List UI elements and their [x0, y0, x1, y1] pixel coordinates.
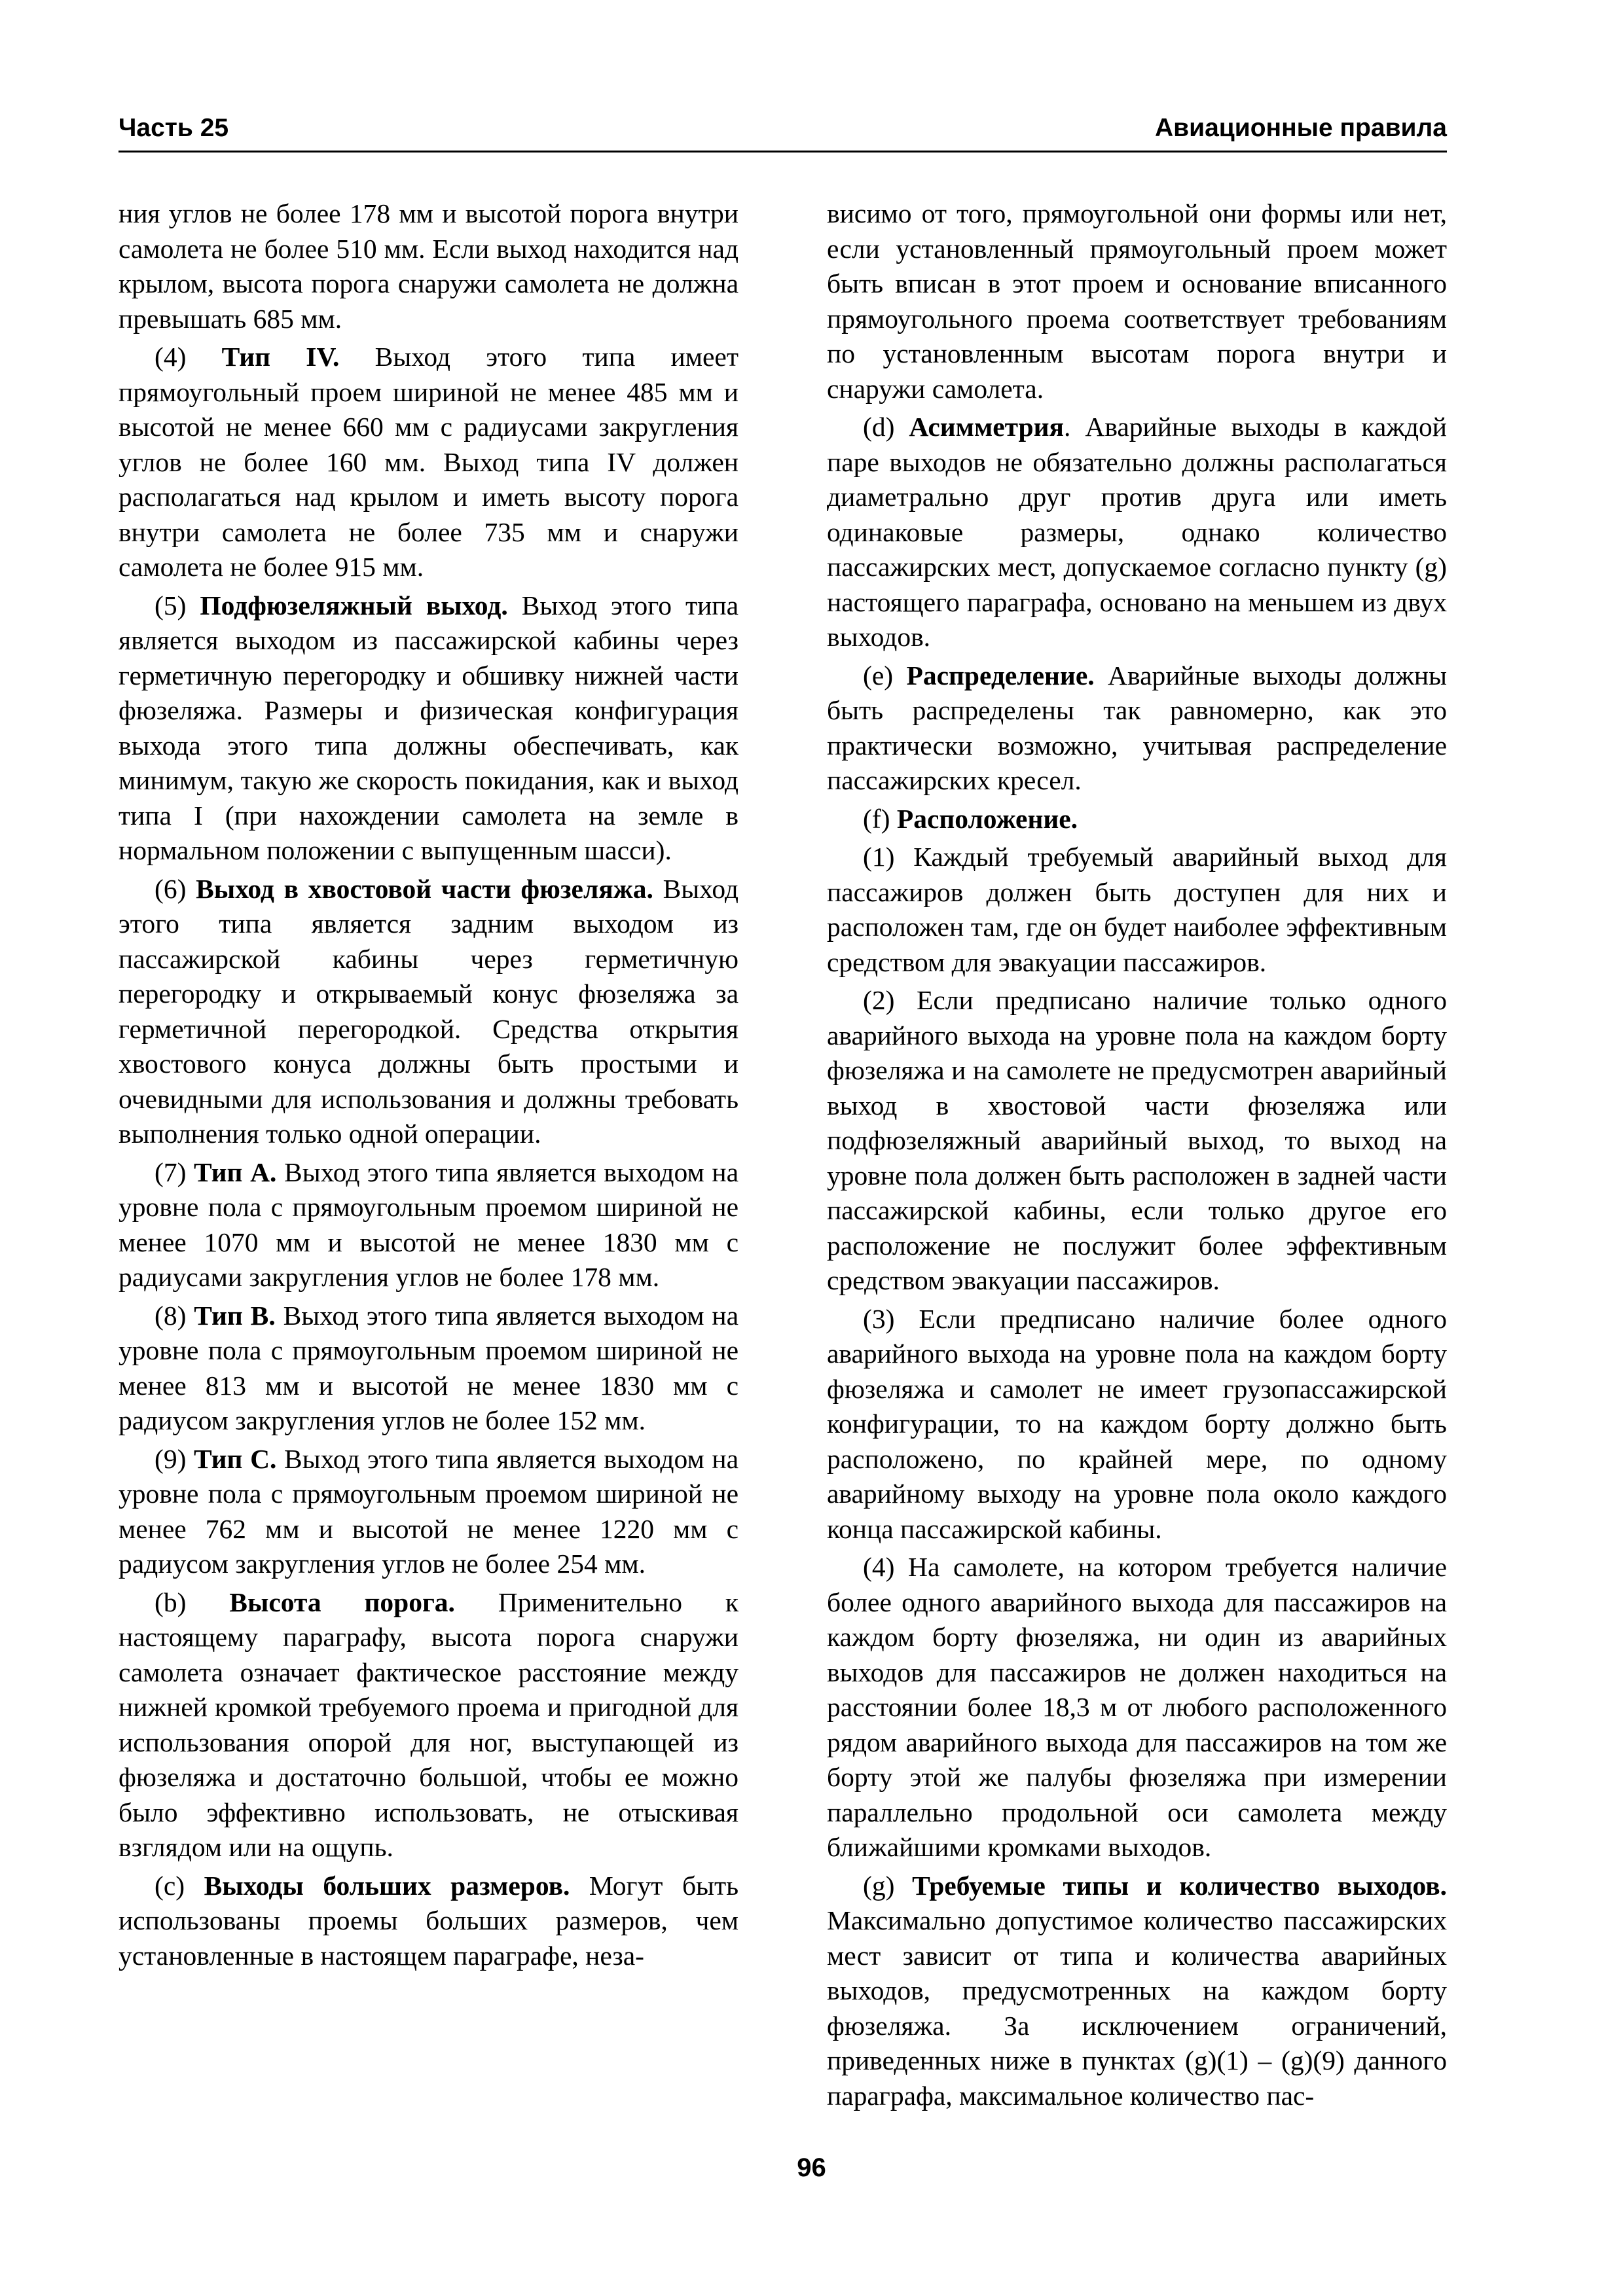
paragraph-heading: Тип IV. — [221, 342, 340, 372]
paragraph-text: Выход этого типа является выходом на уровне пола с прямоугольным проемом шириной не менее 1070 мм и высотой не менее 1830 мм с радиусами закругления углов не более 178 мм. — [119, 1157, 739, 1292]
paragraph-heading: Тип А. — [194, 1157, 277, 1187]
paragraph-text: Выход этого типа является задним выходом из пассажирской кабины через герметичную перегородку и открываемый конус фюзеляжа за герметичной перегородкой. Средства открытия хвостового конуса должны быть простыми и очевидными для использования и должны требовать выполнения только одной операции. — [119, 873, 739, 1149]
paragraph-heading: Распределение. — [906, 660, 1095, 691]
paragraph-number: (c) — [155, 1870, 204, 1901]
paragraph-heading: Тип С. — [194, 1443, 277, 1474]
paragraph-text: . Аварийные выходы в каждой паре выходов не обязательно должны располагаться диаметрально друг против друга или иметь одинаковые размеры, однако количество пассажирских мест, допускаемое согласно пункту (g) настоящего параграфа, основано на меньшем из двух выходов. — [827, 412, 1447, 652]
paragraph-text: Аварийные выходы должны быть распределены так равномерно, как это практически возможно, учитывая распределение пассажирских кресел. — [827, 660, 1448, 795]
paragraph-heading: Расположение. — [896, 803, 1078, 834]
paragraph-heading: Подфюзеляжный выход. — [200, 590, 508, 620]
paragraph — [119, 1442, 739, 1582]
paragraph — [119, 872, 739, 1152]
paragraph — [827, 196, 1447, 406]
paragraph-text: (1) Каждый требуемый аварийный выход для пассажиров должен быть доступен для них и расположен там, где он будет наиболее эффективным средством для эвакуации пассажиров. — [827, 842, 1447, 977]
paragraph — [119, 340, 739, 585]
paragraph-number: (9) — [155, 1443, 194, 1474]
paragraph — [827, 802, 1447, 837]
paragraph-heading: Асимметрия — [909, 412, 1064, 442]
paragraph — [119, 1585, 739, 1865]
paragraph — [119, 1299, 739, 1439]
page-number: 96 — [797, 2153, 826, 2182]
paragraph — [827, 1550, 1447, 1865]
paragraph-text: Могут быть использованы проемы больших размеров, чем установленные в настоящем параграфе, неза- — [119, 1870, 739, 1971]
paragraph-text: Выход этого типа является выходом на уровне пола с прямоугольным проемом шириной не менее 813 мм и высотой не менее 1830 мм с радиусом закругления углов не более 152 мм. — [119, 1300, 739, 1435]
header-rule — [119, 151, 1447, 152]
paragraph-text: (2) Если предписано наличие только одного аварийного выхода на уровне пола на каждом борту фюзеляжа и на самолете не предусмотрен аварийный выход в хвостовой части фюзеляжа или подфюзеляжный аварийный выход, то выход на уровне пола должен быть расположен в задней части пассажирской кабины, если только другое его расположение не послужит более эффективным средством эвакуации пассажиров. — [827, 985, 1447, 1295]
paragraph — [827, 840, 1447, 980]
paragraph-number: (d) — [863, 412, 909, 442]
paragraph-heading: Высота порога. — [229, 1587, 455, 1617]
paragraph — [119, 196, 739, 336]
paragraph — [119, 588, 739, 869]
paragraph-text: (4) На самолете, на котором требуется наличие более одного аварийного выхода для пассажиров на каждом борту фюзеляжа, ни один из аварийных выходов для пассажиров не должен находиться на расстоянии более 18,3 м от любого расположенного рядом аварийного выхода для пассажиров на том же борту этой же палубы фюзеляжа при измерении параллельно продольной оси самолета между ближайшими кромками выходов. — [827, 1552, 1447, 1862]
paragraph-number: (5) — [155, 590, 200, 620]
paragraph-number: (b) — [155, 1587, 230, 1617]
paragraph-text: ния углов не более 178 мм и высотой порога внутри самолета не более 510 мм. Если выход находится над крылом, высота порога снаружи самолета не должна превышать 685 мм. — [119, 198, 739, 334]
paragraph-text: висимо от того, прямоугольной они формы или нет, если установленный прямоугольный проем может быть вписан в этот проем и основание вписанного прямоугольного проема соответствует требованиям по установленным высотам порога внутри и снаружи самолета. — [827, 198, 1447, 404]
paragraph — [119, 1155, 739, 1295]
paragraph-text: Выход этого типа является выходом из пассажирской кабины через герметичную перегородку и обшивку нижней части фюзеляжа. Размеры и физическая конфигурация выхода этого типа должны обеспечивать, как минимум, такую же скорость покидания, как и выход типа I (при нахождении самолета на земле в нормальном положении с выпущенным шасси). — [119, 590, 739, 865]
paragraph-text: Применительно к настоящему параграфу, высота порога снаружи самолета означает фактическое расстояние между нижней кромкой требуемого проема и пригодной для использования опорой для ног, выступающей из фюзеляжа и достаточно большой, чтобы ее можно было эффективно использовать, не отыскивая взглядом или на ощупь. — [119, 1587, 739, 1862]
running-header-part: Часть 25 — [119, 114, 229, 142]
paragraph-heading: Выходы больших размеров. — [204, 1870, 570, 1901]
running-header-title: Авиационные правила — [1154, 114, 1447, 142]
paragraph-text: (3) Если предписано наличие более одного аварийного выхода на уровне пола на каждом борту фюзеляжа и самолет не имеет грузопассажирской конфигурации, то на каждом борту должно быть расположено, по крайней мере, по одному аварийному выходу на уровне пола около каждого конца пассажирской кабины. — [827, 1303, 1447, 1544]
paragraph — [827, 410, 1447, 655]
paragraph-number: (4) — [155, 342, 222, 372]
paragraph — [119, 1869, 739, 1974]
paragraph-number: (f) — [863, 803, 897, 834]
paragraph-heading: Требуемые типы и количество выходов. — [912, 1870, 1447, 1901]
paragraph-text: Максимально допустимое количество пассажирских мест зависит от типа и количества аварийных выходов, предусмотренных на каждом борту фюзеляжа. За исключением ограничений, приведенных ниже в пунктах (g)(1) – (g)(9) данного параграфа, максимальное количество пас- — [827, 1905, 1447, 2111]
paragraph-number: (6) — [155, 873, 196, 904]
paragraph — [827, 983, 1447, 1299]
paragraph-heading: Тип В. — [194, 1300, 276, 1331]
paragraph-number: (7) — [155, 1157, 194, 1187]
paragraph-number: (8) — [155, 1300, 194, 1331]
left-column — [119, 196, 739, 1977]
paragraph — [827, 1302, 1447, 1547]
paragraph — [827, 1869, 1447, 2114]
paragraph — [827, 658, 1447, 798]
paragraph-number: (e) — [863, 660, 907, 691]
paragraph-text: Выход этого типа имеет прямоугольный проем шириной не менее 485 мм и высотой не менее 660 мм с радиусами закругления углов не более 160 мм. Выход типа IV должен располагаться над крылом и иметь высоту порога внутри самолета не более 735 мм и снаружи самолета не более 915 мм. — [119, 342, 739, 582]
paragraph-number: (g) — [863, 1870, 913, 1901]
paragraph-text: Выход этого типа является выходом на уровне пола с прямоугольным проемом шириной не менее 762 мм и высотой не менее 1220 мм с радиусом закругления углов не более 254 мм. — [119, 1443, 739, 1579]
right-column — [827, 196, 1447, 2117]
paragraph-heading: Выход в хвостовой части фюзеляжа. — [196, 873, 653, 904]
